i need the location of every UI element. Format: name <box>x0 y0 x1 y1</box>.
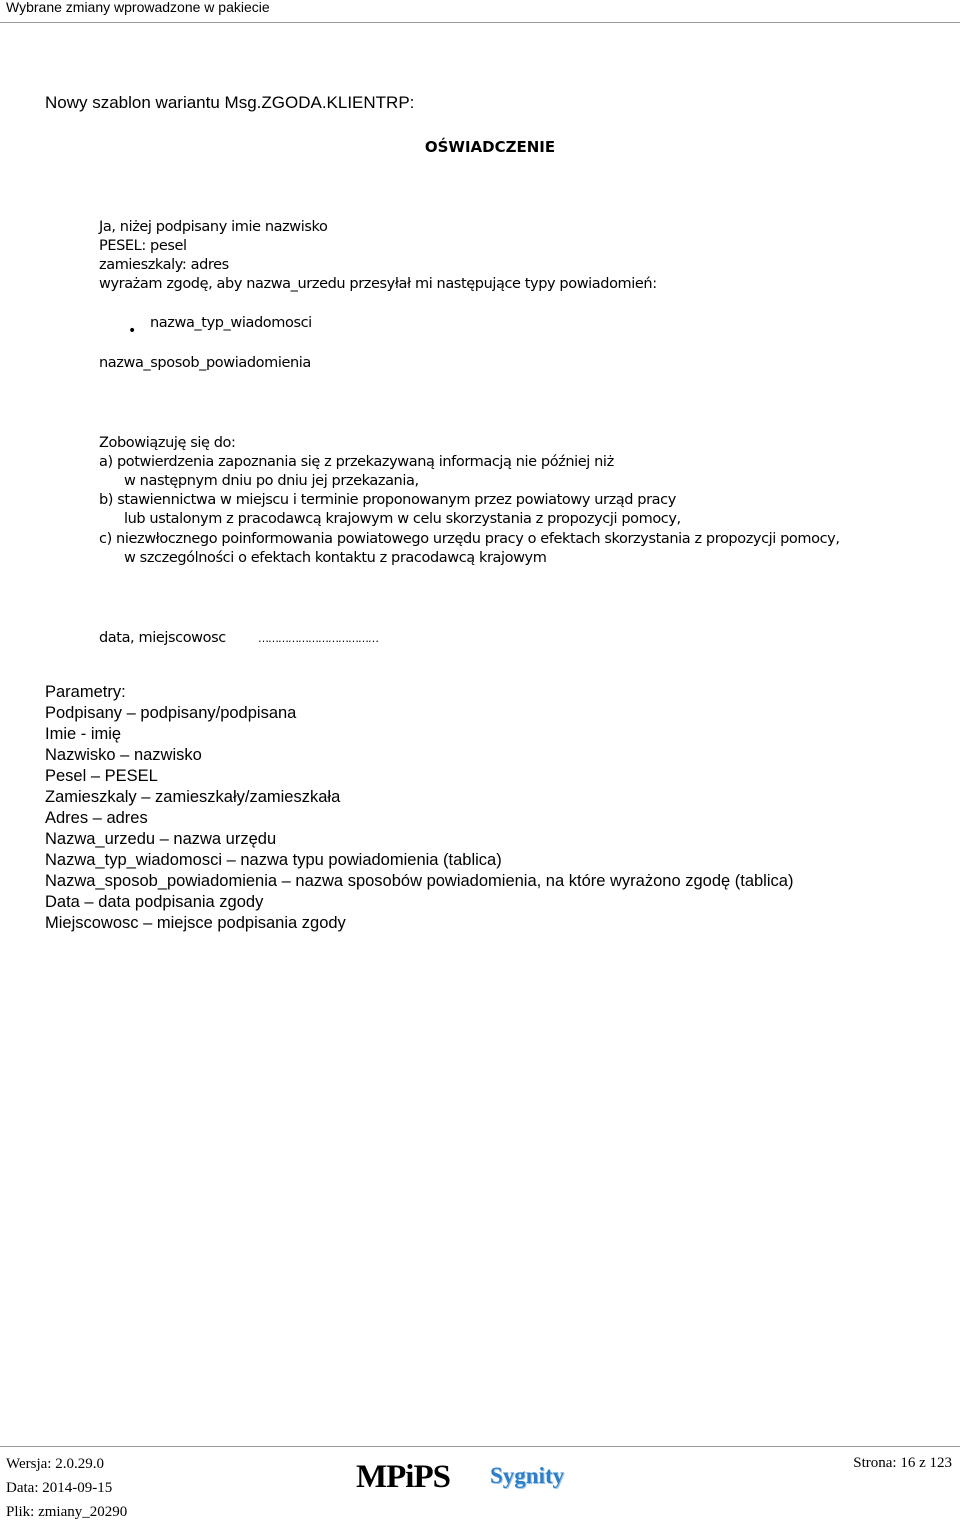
obligations-intro: Zobowiązuję się do: <box>99 435 236 451</box>
parameter-row: Nazwisko – nazwisko <box>45 746 202 764</box>
sygnity-logo: Sygnity <box>490 1463 565 1488</box>
parameter-row: Pesel – PESEL <box>45 767 158 785</box>
parameter-row: Imie - imię <box>45 725 122 743</box>
statement-template-image <box>0 130 960 660</box>
statement-title: OŚWIADCZENIE <box>424 138 556 156</box>
page-number: Strona: 16 z 123 <box>853 1455 952 1471</box>
statement-line: PESEL: pesel <box>99 238 187 254</box>
obligation-line: c) niezwłocznego poinformowania powiatowego urzędu pracy o efektach skorzystania z propozycji pomocy, <box>99 531 840 547</box>
header-title: Wybrane zmiany wprowadzone w pakiecie <box>6 0 270 15</box>
obligation-line: b) stawiennictwa w miejscu i terminie proponowanym przez powiatowy urząd pracy <box>99 492 676 508</box>
intro-text: Nowy szablon wariantu Msg.ZGODA.KLIENTRP: <box>45 93 415 112</box>
signature-dots: ……………………………… <box>258 632 378 645</box>
statement-method: nazwa_sposob_powiadomienia <box>99 355 311 371</box>
obligation-line: w szczególności o efektach kontaktu z pracodawcą krajowym <box>124 550 547 566</box>
statement-line: zamieszkaly: adres <box>99 257 229 273</box>
parameter-row: Nazwa_urzedu – nazwa urzędu <box>45 830 277 848</box>
obligation-line: a) potwierdzenia zapoznania się z przekazywaną informacją nie później niż <box>99 454 614 470</box>
obligation-line: lub ustalonym z pracodawcą krajowym w celu skorzystania z propozycji pomocy, <box>124 511 681 527</box>
statement-bullet-item: nazwa_typ_wiadomosci <box>150 315 312 331</box>
mpips-logo: MPiPS <box>356 1459 450 1495</box>
signature-label: data, miejscowosc <box>99 630 226 646</box>
footer-date: Data: 2014-09-15 <box>6 1480 113 1496</box>
footer-file: Plik: zmiany_20290 <box>6 1504 128 1520</box>
parameters-heading: Parametry: <box>45 683 126 701</box>
parameter-row: Adres – adres <box>45 809 148 827</box>
parameter-row: Nazwa_typ_wiadomosci – nazwa typu powiadomienia (tablica) <box>45 851 502 869</box>
page-header <box>0 0 960 23</box>
footer-version: Wersja: 2.0.29.0 <box>6 1456 104 1472</box>
parameter-row: Nazwa_sposob_powiadomienia – nazwa sposobów powiadomienia, na które wyrażono zgodę (tablica) <box>45 872 794 890</box>
parameter-row: Podpisany – podpisany/podpisana <box>45 704 297 722</box>
bullet-dot-icon: • <box>128 323 136 339</box>
parameters-list <box>45 682 793 934</box>
parameter-row: Miejscowosc – miejsce podpisania zgody <box>45 914 346 932</box>
parameter-row: Zamieszkaly – zamieszkały/zamieszkała <box>45 788 341 806</box>
page-footer <box>0 1446 960 1525</box>
statement-line: Ja, niżej podpisany imie nazwisko <box>99 219 328 235</box>
parameter-row: Data – data podpisania zgody <box>45 893 264 911</box>
obligation-line: w następnym dniu po dniu jej przekazania, <box>124 473 419 489</box>
statement-line: wyrażam zgodę, aby nazwa_urzedu przesyłał mi następujące typy powiadomień: <box>99 276 657 292</box>
